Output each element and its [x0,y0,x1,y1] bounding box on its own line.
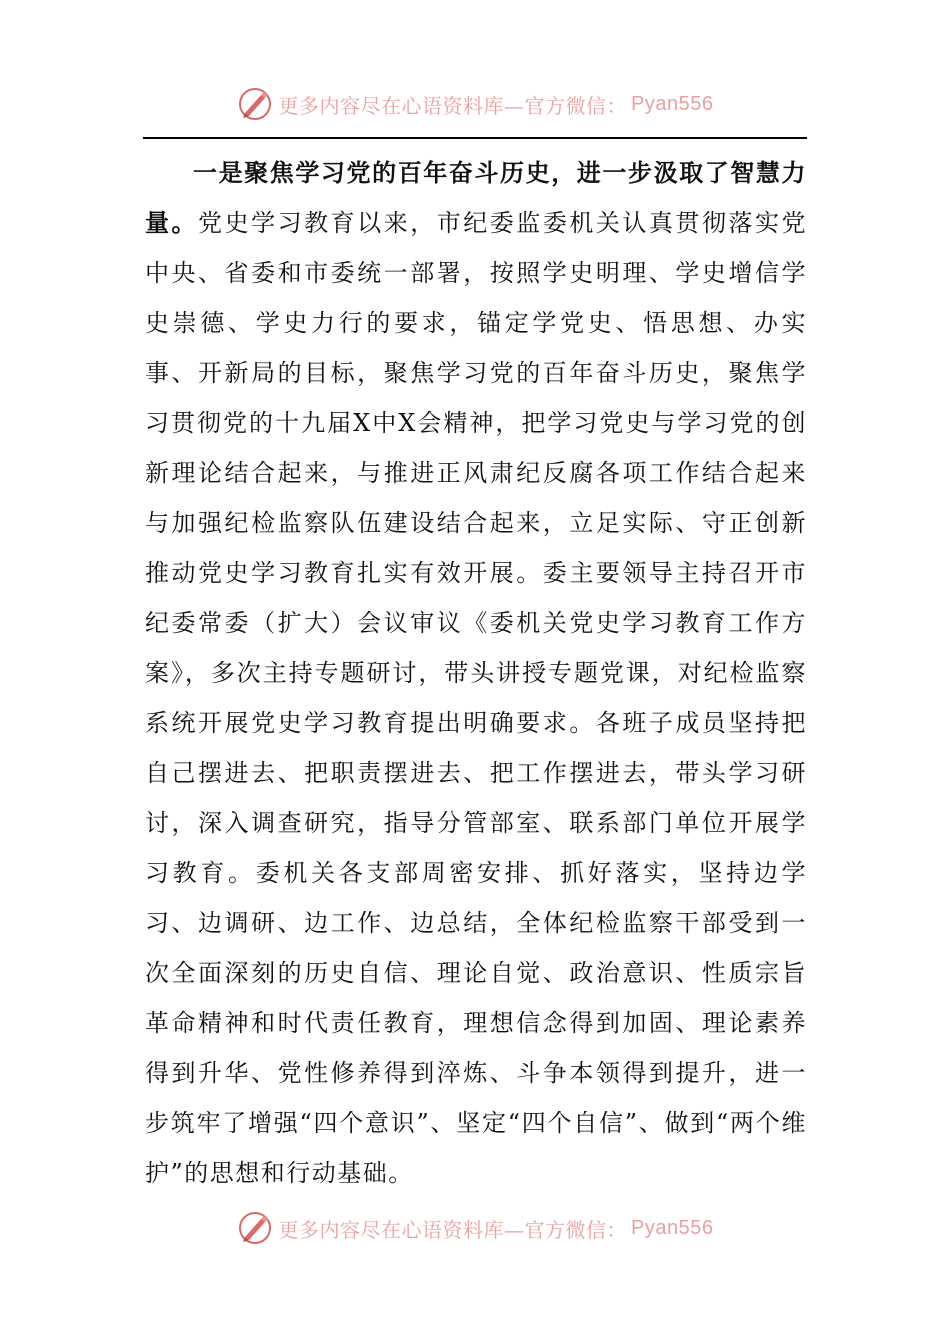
wechat-id: Pyan556 [631,92,714,115]
pen-logo-icon [237,86,273,122]
footer-banner-text: 更多内容尽在心语资料库—官方微信： [278,1217,628,1242]
banner [237,86,714,122]
footer-watermark [0,1208,950,1248]
banner-text: 更多内容尽在心语资料库—官方微信： [278,93,628,118]
paragraph-lead: 一是聚焦学习党的百年奋斗历史，进一步汲取了智慧力量。 [145,158,807,237]
pen-logo-icon [237,1210,273,1246]
header-watermark [0,84,950,124]
footer-banner [237,1210,714,1246]
paragraph-body: 党史学习教育以来，市纪委监委机关认真贯彻落实党中央、省委和市委统一部署，按照学史明理、学史增信学史崇德、学史力行的要求，锚定学党史、悟思想、办实事、开新局的目标，聚焦学习党的百年奋斗历史，聚焦学习贯彻党的十九届X中X会精神，把学习党史与学习党的创新理论结合起来，与推进正风肃纪反腐各项工作结合起来与加强纪检监察队伍建设结合起来，立足实际、守正创新推动党史学习教育扎实有效开展。委主要领导主持召开市纪委常委（扩大）会议审议《委机关党史学习教育工作方案》，多次主持专题研讨，带头讲授专题党课，对纪检监察系统开展党史学习教育提出明确要求。各班子成员坚持把自己摆进去、把职责摆进去、把工作摆进去，带头学习研讨，深入调查研究，指导分管部室、联系部门单位开展学习教育。委机关各支部周密安排、抓好落实，坚持边学习、边调研、边工作、边总结，全体纪检监察干部受到一次全面深刻的历史自信、理论自觉、政治意识、性质宗旨革命精神和时代责任教育，理想信念得到加固、理论素养得到升华、党性修养得到淬炼、斗争本领得到提升，进一步筑牢了增强“四个意识”、坚定“四个自信”、做到“两个维护”的思想和行动基础。 [145,209,808,1187]
header-rule [143,137,807,139]
body-paragraph [145,148,807,1198]
footer-wechat-id: Pyan556 [631,1216,714,1239]
